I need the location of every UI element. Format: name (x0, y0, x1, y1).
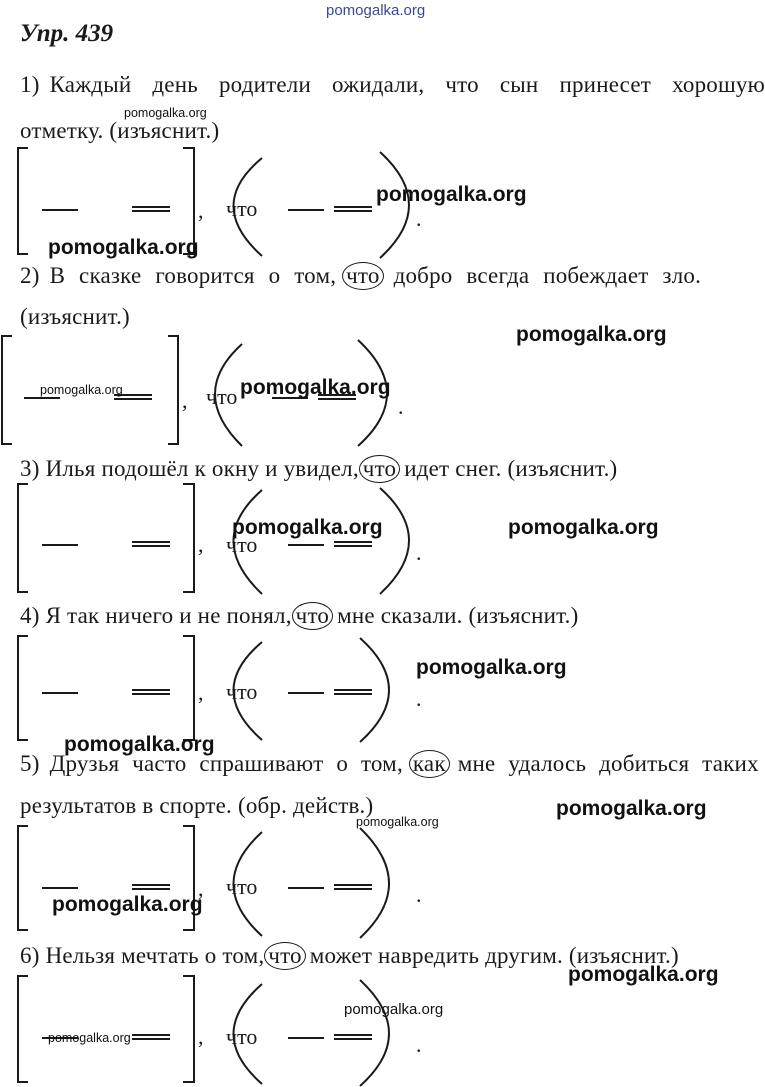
scheme-2-period: . (398, 394, 404, 419)
scheme-4 (18, 636, 389, 742)
scheme-6-word: что (226, 1024, 258, 1049)
sentence-4-pre: Я так ничего и не понял, (45, 603, 292, 628)
sentence-5-number: 5) (20, 751, 40, 776)
sentence-2-number: 2) (20, 263, 40, 288)
watermark: pomogalka.org (568, 963, 719, 986)
watermark: pomogalka.org (124, 106, 207, 120)
exercise-title: Упр. 439 (20, 20, 114, 47)
scheme-1-bracket-left (18, 148, 28, 254)
scheme-1-word: что (226, 196, 258, 221)
sentence-3-number: 3) (20, 456, 40, 481)
watermark-top: pomogalka.org (326, 2, 426, 19)
watermark: pomogalka.org (64, 733, 215, 756)
watermark: pomogalka.org (556, 797, 707, 820)
scheme-6-period: . (416, 1032, 422, 1057)
sentence-5-line-2: результатов в спорте. (обр. действ.) (20, 793, 374, 818)
watermark: pomogalka.org (232, 516, 383, 539)
sentence-2-conj-circled: что (342, 262, 383, 290)
scheme-1-period: . (416, 206, 422, 231)
sentence-3-conj-circled: что (359, 455, 400, 483)
scheme-3-period: . (416, 540, 422, 565)
watermark: pomogalka.org (40, 383, 123, 397)
sentence-6-conj-circled: что (264, 942, 305, 970)
scheme-4-word: что (226, 679, 258, 704)
scheme-3-comma: , (198, 532, 204, 557)
sentence-4-number: 4) (20, 603, 40, 628)
sentence-2-post: добро всегда побеждает зло. (393, 263, 702, 288)
scheme-5-word: что (226, 874, 258, 899)
watermark: pomogalka.org (48, 1031, 131, 1045)
sentence-3-pre: Илья подошёл к окну и увидел, (45, 456, 359, 481)
sentence-6-pre: Нельзя мечтать о том, (45, 943, 265, 968)
sentence-2-line-2: (изъяснит.) (20, 304, 130, 329)
scheme-3-word: что (226, 532, 258, 557)
sentence-4-conj-circled: что (292, 602, 333, 630)
sentence-5-post: мне удалось добиться таких (457, 751, 759, 776)
sentence-5-conj-circled: как (409, 750, 450, 778)
watermark: pomogalka.org (376, 183, 527, 206)
scheme-5 (18, 826, 389, 938)
sentence-1-line-2: отметку. (изъяснит.) (20, 118, 220, 143)
sentence-1-number: 1) (20, 72, 40, 97)
watermark: pomogalka.org (240, 376, 391, 399)
sentence-4-post: мне сказали. (изъяснит.) (337, 603, 579, 628)
watermark: pomogalka.org (508, 516, 659, 539)
sentence-6-number: 6) (20, 943, 40, 968)
watermark: pomogalka.org (356, 815, 439, 829)
scheme-4-period: . (416, 686, 422, 711)
watermark: pomogalka.org (52, 893, 203, 916)
watermark: pomogalka.org (416, 656, 567, 679)
sentence-6-post: может навредить другим. (изъяснит.) (309, 943, 679, 968)
sentence-2-pre: В сказке говорится о том, (49, 263, 337, 288)
scheme-5-period: . (416, 882, 422, 907)
sentence-3-post: идет снег. (изъяснит.) (404, 456, 618, 481)
sentence-1-text: Каждый день родители ожидали, что сын принесет хорошую (49, 72, 765, 97)
watermark: pomogalka.org (516, 323, 667, 346)
scheme-5-comma: , (198, 876, 204, 901)
scheme-2-word: что (206, 384, 238, 409)
scheme-6-comma: , (198, 1024, 204, 1049)
sentence-5-pre: Друзья часто спрашивают о том, (49, 751, 403, 776)
watermark: pomogalka.org (48, 236, 199, 259)
scheme-4-comma: , (198, 680, 204, 705)
scheme-1-comma: , (198, 198, 204, 223)
scheme-2-comma: , (182, 388, 188, 413)
watermark: pomogalka.org (344, 1001, 444, 1018)
